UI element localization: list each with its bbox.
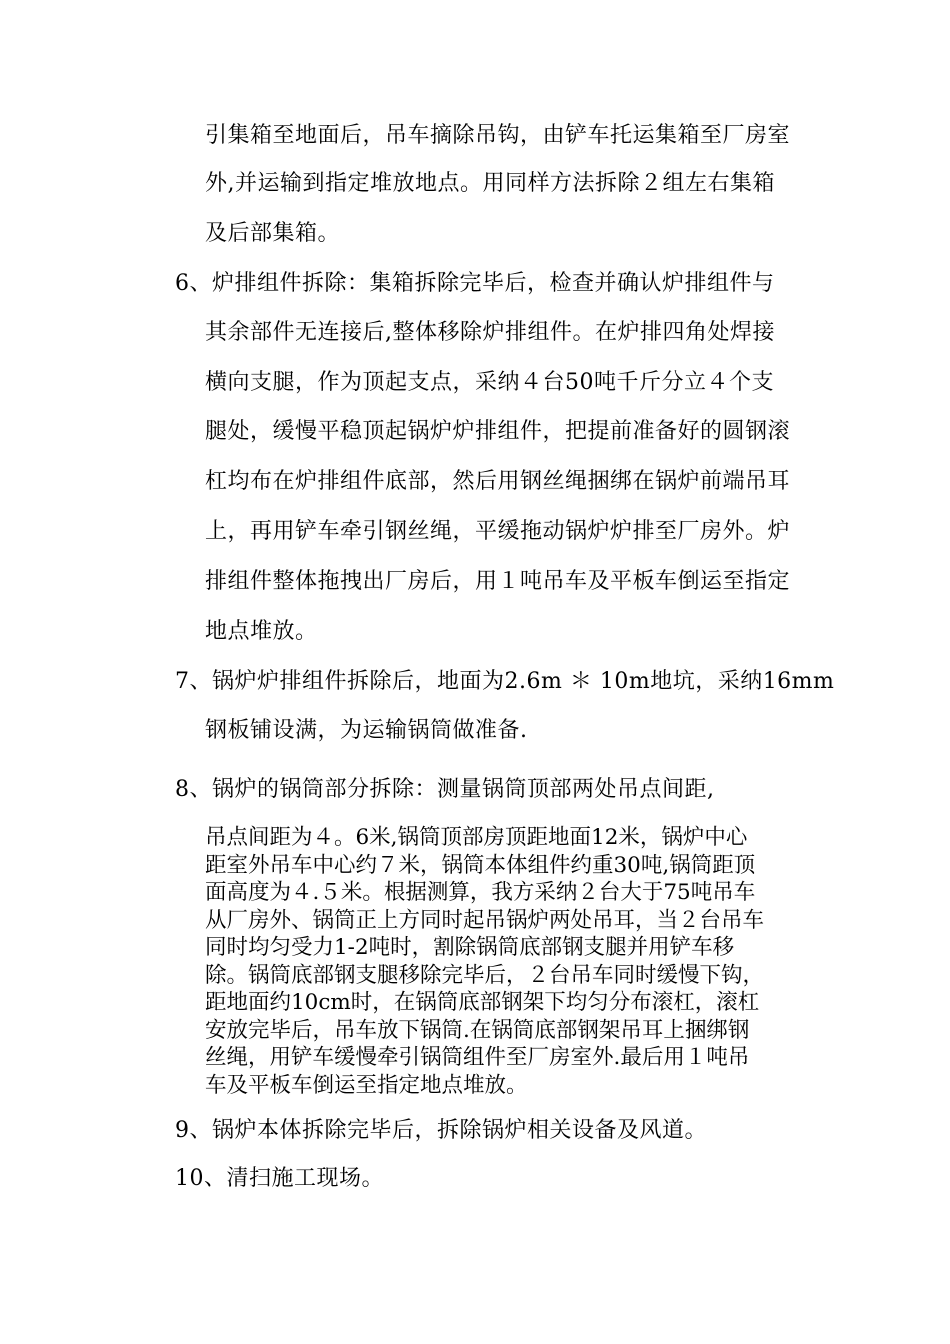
item8-body-line: 丝绳，用铲车缓慢牵引锅筒组件至厂房室外.最后用１吨吊 [205,1045,750,1070]
item6-line2: 其余部件无连接后,整体移除炉排组件。在炉排四角处焊接 [205,320,775,345]
item8-line1: 8、锅炉的锅筒部分拆除：测量锅筒顶部两处吊点间距, [175,777,715,802]
item10-line1: 10、清扫施工现场。 [175,1166,384,1191]
item5-cont-line3: 及后部集箱。 [205,221,341,246]
item8-body-line: 距地面约10cm时，在锅筒底部钢架下均匀分布滚杠，滚杠 [205,990,760,1015]
item8-body-line: 同时均匀受力1-2吨时，割除锅筒底部钢支腿并用铲车移 [205,935,735,960]
item5-cont-line2: 外,并运输到指定堆放地点。用同样方法拆除２组左右集箱 [205,171,775,196]
item8-body-line: 除。锅筒底部钢支腿移除完毕后，２台吊车同时缓慢下钩， [205,962,765,988]
item8-body-line: 从厂房外、锅筒正上方同时起吊锅炉两处吊耳，当２台吊车 [205,907,765,933]
item8-body-line: 面高度为４.５米。根据测算，我方采纳２台大于75吨吊车 [205,880,756,905]
item7-line1: 7、锅炉炉排组件拆除后，地面为2.6m ＊ 10m地坑，采纳16mm [175,669,835,694]
item6-line6: 上，再用铲车牵引钢丝绳，平缓拖动锅炉炉排至厂房外。炉 [205,519,791,544]
item9-line1: 9、锅炉本体拆除完毕后，拆除锅炉相关设备及风道。 [175,1118,707,1143]
item8-body-line: 车及平板车倒运至指定地点堆放。 [205,1072,528,1098]
item6-line4: 腿处，缓慢平稳顶起锅炉炉排组件，把提前准备好的圆钢滚 [205,419,791,444]
item6-line7: 排组件整体拖拽出厂房后，用１吨吊车及平板车倒运至指定 [205,569,791,594]
item6-line3: 横向支腿，作为顶起支点，采纳４台50吨千斤分立４个支 [205,370,774,395]
item8-body-line: 吊点间距为４。6米,锅筒顶部房顶距地面12米，锅炉中心 [205,825,748,850]
item6-line8: 地点堆放。 [205,619,318,644]
item8-body-line: 安放完毕后，吊车放下锅筒.在锅筒底部钢架吊耳上捆绑钢 [205,1017,750,1043]
item6-line5: 杠均布在炉排组件底部，然后用钢丝绳捆绑在锅炉前端吊耳 [205,469,791,494]
item5-cont-line1: 引集箱至地面后，吊车摘除吊钩，由铲车托运集箱至厂房室 [205,123,791,148]
item6-line1: 6、炉排组件拆除：集箱拆除完毕后，检查并确认炉排组件与 [175,271,775,296]
item7-line2: 钢板铺设满，为运输锅筒做准备. [205,718,528,743]
item8-paragraph [205,824,825,1099]
item8-body-line: 距室外吊车中心约７米，锅筒本体组件约重30吨,锅筒距顶 [205,852,756,878]
